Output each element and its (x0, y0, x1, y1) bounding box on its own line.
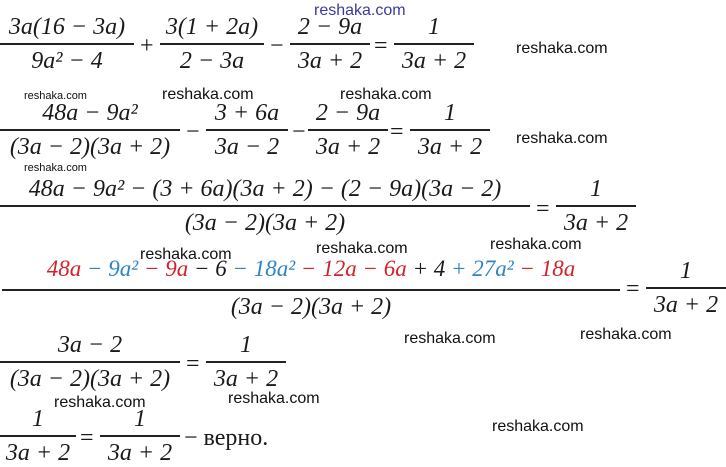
line4-term: − 12a (295, 256, 357, 281)
line1-f2-numerator: 3(1 + 2a) (165, 14, 259, 40)
line3-denominator: (3a − 2)(3a + 2) (184, 210, 346, 236)
line4-term: − 6a (356, 256, 407, 281)
line2-f1-numerator: 48a − 9a² (42, 100, 138, 126)
line4-term: − 9a (138, 256, 189, 281)
line5-fraction (0, 332, 180, 393)
line4-rhs-denominator: 3a + 2 (653, 292, 719, 318)
line6-rhs (100, 406, 180, 467)
line4-term: 48a (46, 256, 82, 281)
line4-denominator: (3a − 2)(3a + 2) (230, 294, 392, 320)
line1-fraction-3 (290, 14, 370, 75)
line4-fraction-bar (2, 289, 620, 291)
line1-f1-numerator: 3a(16 − 3a) (8, 14, 126, 40)
line6-lhs-denominator: 3a + 2 (5, 440, 71, 466)
line1-f3-denominator: 3a + 2 (297, 48, 363, 74)
line1-rhs-numerator: 1 (428, 14, 440, 40)
line1-fraction-2 (160, 14, 264, 75)
watermark: reshaka.com (24, 162, 87, 174)
line2-fraction-3 (308, 100, 388, 161)
line2-f3-numerator: 2 − 9a (315, 100, 381, 126)
line2-rhs-denominator: 3a + 2 (417, 134, 483, 160)
line4-rhs (646, 258, 726, 319)
line1-rhs (394, 14, 474, 75)
line5-numerator: 3a − 2 (57, 332, 123, 358)
line3-rhs (556, 176, 636, 237)
watermark: reshaka.com (140, 246, 232, 263)
watermark: reshaka.com (24, 90, 87, 102)
line3-rhs-numerator: 1 (590, 176, 602, 202)
line5-rhs-denominator: 3a + 2 (213, 366, 279, 392)
watermark: reshaka.com (580, 326, 672, 343)
line1-rhs-denominator: 3a + 2 (401, 48, 467, 74)
line5-rhs-numerator: 1 (240, 332, 252, 358)
line6-equals: = (80, 425, 94, 451)
line4-equals: = (626, 276, 640, 302)
line2-equals: = (390, 119, 404, 145)
line3-numerator: 48a − 9a² − (3 + 6a)(3a + 2) − (2 − 9a)(3a − 2) (28, 176, 502, 202)
line5-rhs (206, 332, 286, 393)
watermark-top: reshaka.com (314, 2, 406, 19)
line2-f3-denominator: 3a + 2 (315, 134, 381, 160)
line2-rhs-numerator: 1 (444, 100, 456, 126)
line5-equals: = (186, 351, 200, 377)
line1-equals: = (374, 33, 388, 59)
line2-rhs (410, 100, 490, 161)
line4-rhs-numerator: 1 (680, 258, 692, 284)
watermark: reshaka.com (54, 394, 146, 411)
watermark: reshaka.com (492, 418, 584, 435)
line2-minus-1: − (186, 119, 200, 145)
line6-rhs-numerator: 1 (134, 406, 146, 432)
line3-rhs-denominator: 3a + 2 (563, 210, 629, 236)
line2-f2-denominator: 3a − 2 (214, 134, 280, 160)
watermark: reshaka.com (516, 40, 608, 57)
line2-minus-2: − (292, 119, 306, 145)
line1-minus: − (270, 33, 284, 59)
line6-rhs-denominator: 3a + 2 (107, 440, 173, 466)
line1-plus: + (140, 33, 154, 59)
line4-term: + 27a² (445, 256, 514, 281)
line4-numerator (2, 256, 620, 282)
line5-denominator: (3a − 2)(3a + 2) (9, 366, 171, 392)
line2-fraction-1 (0, 100, 180, 161)
line1-fraction-1 (0, 14, 134, 75)
watermark: reshaka.com (490, 236, 582, 253)
line1-f1-denominator: 9a² − 4 (31, 48, 103, 74)
line4-term: − 18a (513, 256, 576, 281)
line4-term: − 18a² (226, 256, 296, 281)
line1-f2-denominator: 2 − 3a (179, 48, 245, 74)
watermark: reshaka.com (162, 86, 254, 103)
watermark: reshaka.com (516, 130, 608, 147)
watermark: reshaka.com (316, 240, 408, 257)
line4-term: − 6 (188, 256, 227, 281)
line4-term: + 4 (406, 256, 446, 281)
watermark: reshaka.com (228, 390, 320, 407)
line6-lhs (0, 406, 76, 467)
line2-fraction-2 (206, 100, 288, 161)
watermark: reshaka.com (340, 86, 432, 103)
line3-fraction (0, 176, 530, 237)
line2-f1-denominator: (3a − 2)(3a + 2) (9, 134, 171, 160)
line3-equals: = (536, 196, 550, 222)
line4-term: − 9a² (81, 256, 139, 281)
line2-f2-numerator: 3 + 6a (214, 100, 280, 126)
watermark: reshaka.com (404, 330, 496, 347)
verdict-text: − верно. (184, 425, 269, 451)
line6-lhs-numerator: 1 (32, 406, 44, 432)
line1-f3-numerator: 2 − 9a (297, 14, 363, 40)
